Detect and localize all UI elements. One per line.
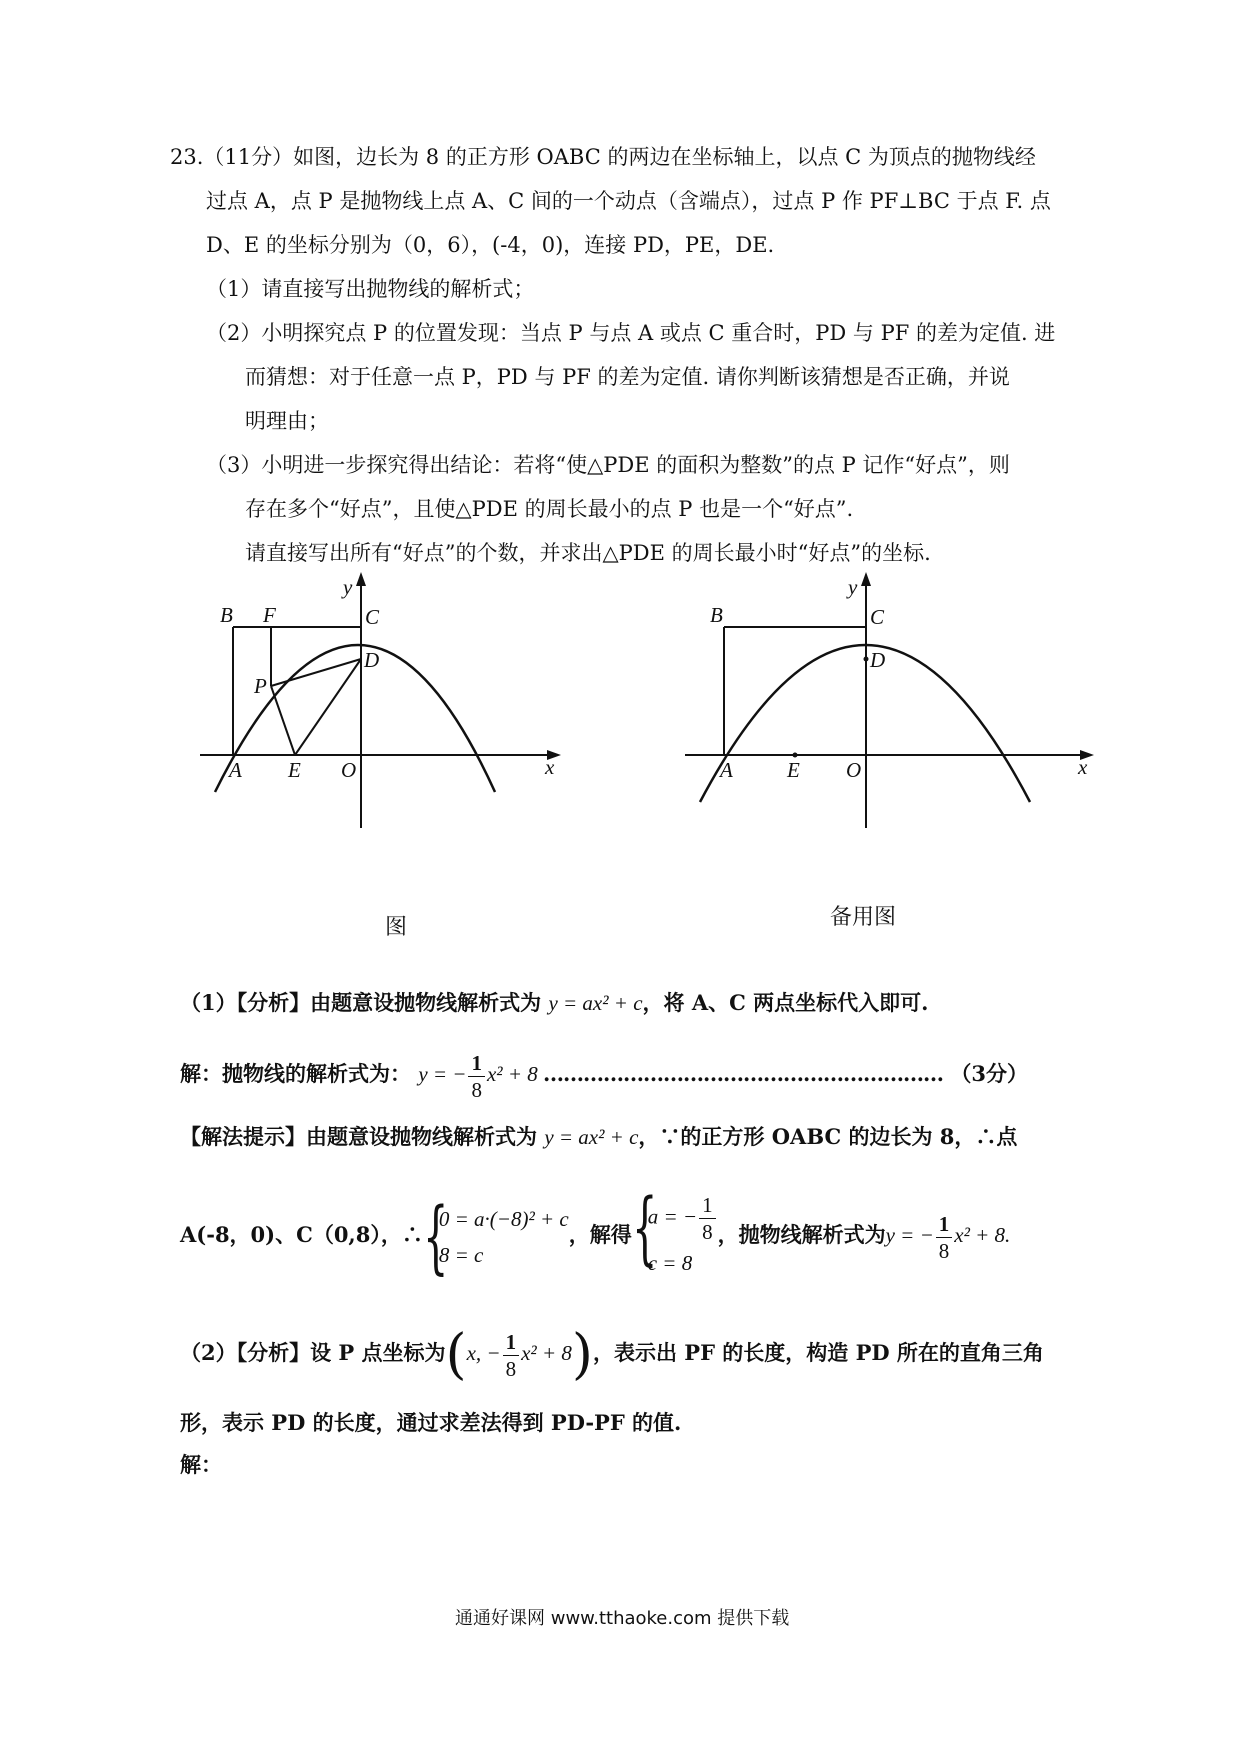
solution-3-text-a: 【解法提示】由题意设抛物线解析式为 [180, 1124, 537, 1149]
label-D: D [364, 648, 380, 672]
fraction-numerator: 1 [503, 1329, 520, 1356]
leader-dots: …………………………………………………… [543, 1061, 944, 1086]
coord-prefix: x, − [466, 1341, 501, 1365]
spare-figure [680, 570, 1100, 830]
solution-line-1 [180, 988, 929, 1018]
fraction [503, 1329, 520, 1382]
label-y: y [848, 575, 858, 599]
question-2-line-1: （2）小明探究点 P 的位置发现：当点 P 与点 A 或点 C 重合时，PD 与 PF 的差为定值. 进 [206, 321, 1056, 345]
system-1-row-2: 8 = c [438, 1242, 484, 1267]
score-label: （3分） [950, 1061, 1028, 1086]
problem-stem-2: 过点 A，点 P 是抛物线上点 A、C 间的一个动点（含端点），过点 P 作 PF⊥BC 于点 F. 点 [206, 189, 1051, 213]
left-brace: { [422, 1189, 449, 1283]
solution-4-text-b: ，解得 [568, 1222, 632, 1247]
left-brace: { [631, 1181, 658, 1274]
solution-line-6: 形，表示 PD 的长度，通过求差法得到 PD-PF 的值. [180, 1410, 682, 1435]
point-coordinates [466, 1329, 572, 1381]
label-B: B [710, 603, 723, 627]
solution-line-2 [180, 1044, 1028, 1104]
fraction-denominator: 8 [505, 1356, 517, 1381]
solution-line-3 [180, 1122, 1017, 1152]
y-axis-arrow [356, 572, 366, 586]
fraction-numerator: 1 [468, 1050, 485, 1077]
fraction [699, 1192, 716, 1245]
equation-system-1 [422, 1189, 569, 1283]
label-P: P [254, 674, 267, 698]
coord-suffix: x² + 8 [521, 1341, 572, 1365]
system-2-row-2: c = 8 [647, 1251, 693, 1275]
label-A: A [720, 758, 733, 782]
solution-4-equation [885, 1211, 1011, 1263]
problem-number: 23.（11分） [170, 145, 294, 169]
question-3-line-2: 存在多个“好点”，且使△PDE 的周长最小的点 P 也是一个“好点”. [245, 497, 854, 521]
sys2-prefix: a = − [647, 1204, 698, 1229]
problem-line-1 [170, 142, 1036, 172]
label-E: E [787, 758, 800, 782]
solution-line-5 [180, 1318, 1044, 1390]
eq-suffix: x² + 8. [954, 1223, 1011, 1247]
segment-DE [295, 659, 361, 755]
solution-4-text-c: ，抛物线解析式为 [717, 1222, 886, 1247]
label-C: C [365, 605, 380, 629]
figure-caption-right: 备用图 [830, 905, 897, 930]
fraction-numerator: 1 [699, 1192, 716, 1219]
fraction-denominator: 8 [471, 1077, 482, 1102]
solution-3-equation: y = ax² + c [544, 1125, 639, 1149]
y-axis-arrow [861, 572, 871, 586]
label-B: B [220, 603, 233, 627]
solution-5-text-a: （2）【分析】设 P 点坐标为 [180, 1340, 446, 1365]
solution-1-text-b: ，将 A、C 两点坐标代入即可. [642, 990, 929, 1015]
label-O: O [341, 758, 357, 782]
solution-2-equation [418, 1050, 543, 1102]
solution-2-text: 解：抛物线的解析式为： [180, 1061, 411, 1086]
eq-suffix: x² + 8 [486, 1062, 538, 1086]
label-C: C [870, 605, 885, 629]
segment-PE [271, 686, 295, 755]
question-2-line-2: 而猜想：对于任意一点 P，PD 与 PF 的差为定值. 请你判断该猜想是否正确，并说 [245, 365, 1010, 389]
equation-system-2 [631, 1181, 718, 1281]
segment-PD [271, 659, 361, 686]
label-y: y [343, 575, 353, 599]
footer-credit: 通通好课网 www.tthaoke.com 提供下载 [455, 1608, 790, 1629]
label-D: D [870, 648, 886, 672]
question-2-line-3: 明理由； [245, 409, 329, 433]
label-O: O [846, 758, 862, 782]
question-3-line-1: （3）小明进一步探究得出结论：若将“使△PDE 的面积为整数”的点 P 记作“好点”，则 [206, 453, 1010, 477]
left-paren: ( [445, 1322, 467, 1386]
label-x: x [1078, 755, 1088, 779]
solution-5-text-b: ，表示出 PF 的长度，构造 PD 所在的直角三角 [592, 1340, 1044, 1365]
system-1-row-1: 0 = a·(−8)² + c [438, 1206, 569, 1231]
main-figure [195, 570, 575, 830]
question-1: （1）请直接写出抛物线的解析式； [206, 277, 535, 301]
solution-3-text-b: ，∵的正方形 OABC 的边长为 8，∴点 [638, 1124, 1018, 1149]
question-3-line-3: 请直接写出所有“好点”的个数，并求出△PDE 的周长最小时“好点”的坐标. [245, 541, 931, 565]
fraction [936, 1211, 953, 1264]
right-paren: ) [571, 1322, 593, 1386]
label-E: E [288, 758, 301, 782]
solution-line-7: 解： [180, 1452, 222, 1477]
problem-stem-1: 如图，边长为 8 的正方形 OABC 的两边在坐标轴上，以点 C 为顶点的抛物线经 [293, 145, 1036, 169]
fraction-denominator: 8 [938, 1238, 950, 1263]
label-F: F [263, 603, 276, 627]
system-2-row-1 [648, 1192, 718, 1245]
point-E [793, 753, 798, 758]
figure-caption-left: 图 [385, 915, 408, 940]
eq-prefix: y = − [418, 1062, 467, 1086]
solution-4-text-a: A(-8，0)、C（0,8），∴ [180, 1222, 423, 1247]
solution-1-equation: y = ax² + c [548, 991, 643, 1015]
label-A: A [229, 758, 242, 782]
fraction-numerator: 1 [936, 1211, 953, 1238]
fraction-denominator: 8 [702, 1220, 713, 1244]
solution-line-4 [180, 1181, 1011, 1283]
solution-1-text-a: （1）【分析】由题意设抛物线解析式为 [180, 990, 542, 1015]
fraction [468, 1050, 485, 1103]
problem-stem-3: D、E 的坐标分别为（0，6），(-4，0)，连接 PD，PE，DE. [206, 233, 775, 257]
label-x: x [545, 755, 555, 779]
point-D [864, 657, 869, 662]
eq-prefix: y = − [885, 1223, 934, 1247]
